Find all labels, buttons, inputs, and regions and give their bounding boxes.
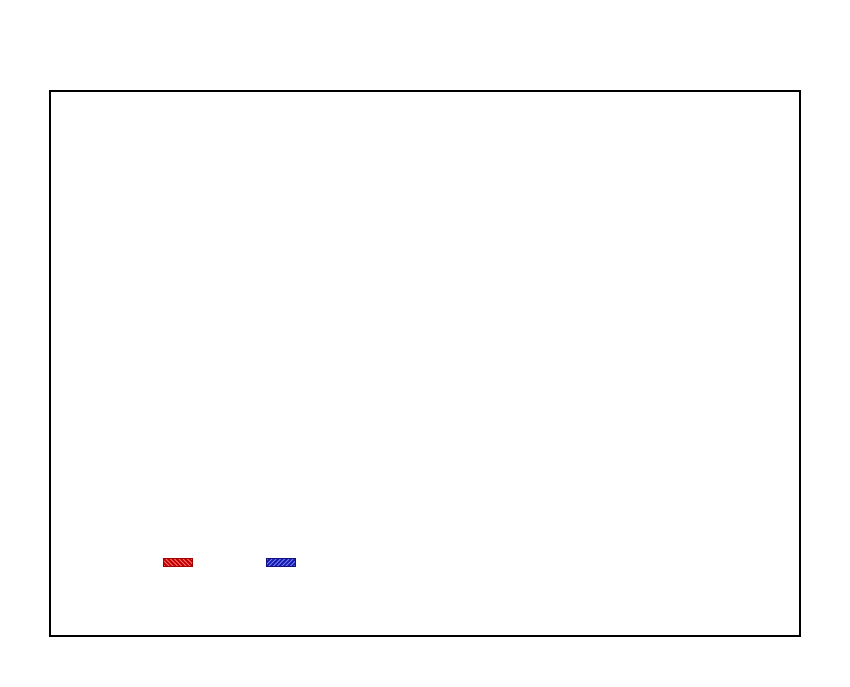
schedule-frame [49,90,801,637]
legend-critical-swatch [163,558,193,567]
legend-normal-swatch [266,558,296,567]
